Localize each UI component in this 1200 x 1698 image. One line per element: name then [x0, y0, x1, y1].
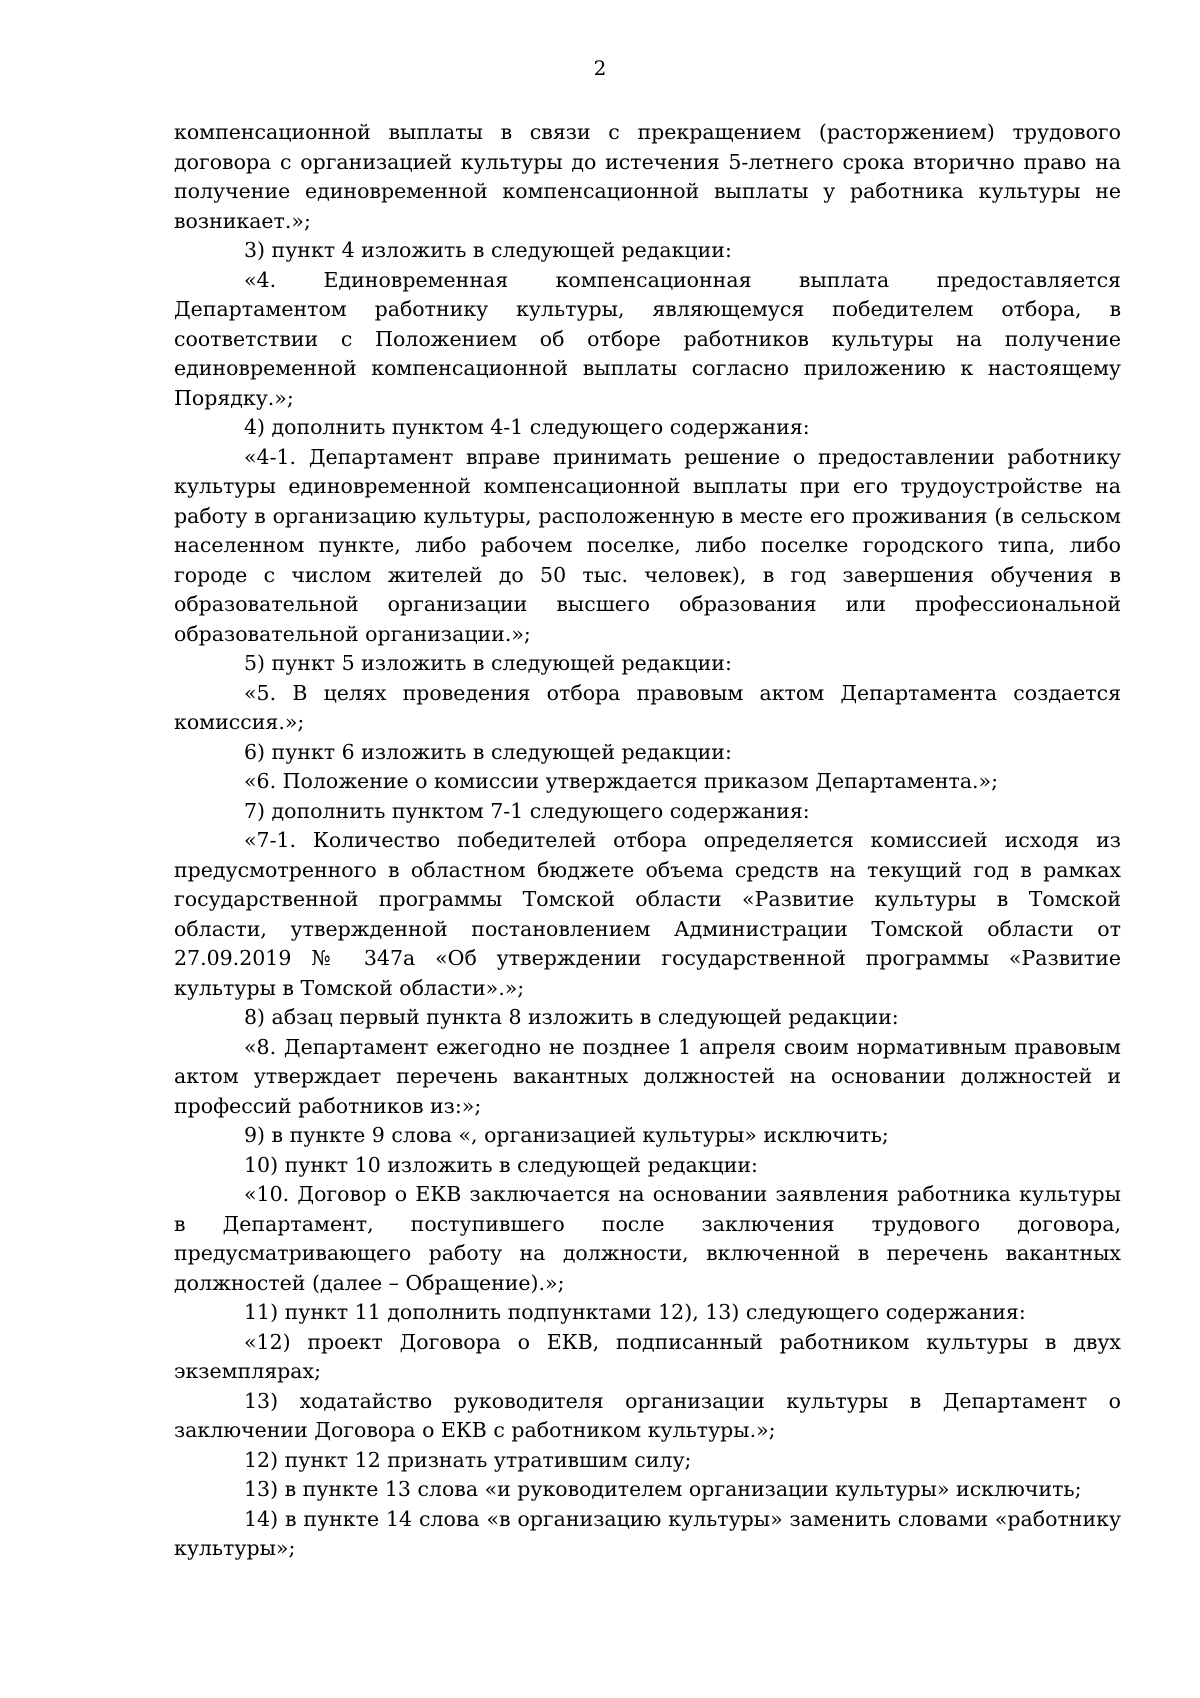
paragraph: 3) пункт 4 изложить в следующей редакции: — [244, 238, 732, 262]
paragraph: «5. В целях проведения отбора правовым актом Департамента создается комиссия.»; — [174, 680, 1121, 734]
paragraph: «8. Департамент ежегодно не позднее 1 апреля своим нормативным правовым актом утверждает перечень вакантных должностей на основании должностей и профессий работников из:»; — [174, 1034, 1121, 1118]
page-number: 2 — [593, 56, 607, 80]
paragraph: «4. Единовременная компенсационная выплата предоставляется Департаментом работнику культуры, являющемуся победителем отбора, в соответствии с Положением об отборе работников культуры на получение единовременной компенсационной выплаты согласно приложению к настоящему Порядку.»; — [174, 267, 1121, 410]
document-body — [174, 118, 1121, 1564]
paragraph: 6) пункт 6 изложить в следующей редакции: — [244, 739, 732, 764]
paragraph: «6. Положение о комиссии утверждается приказом Департамента.»; — [244, 769, 999, 793]
paragraph: 14) в пункте 14 слова «в организацию культуры» заменить словами «работнику культуры»; — [174, 1506, 1121, 1560]
paragraph: 7) дополнить пунктом 7-1 следующего содержания: — [244, 798, 810, 823]
paragraph: 11) пункт 11 дополнить подпунктами 12), 13) следующего содержания: — [244, 1300, 1026, 1324]
paragraph: 12) пункт 12 признать утратившим силу; — [244, 1447, 692, 1472]
paragraph: 5) пункт 5 изложить в следующей редакции: — [244, 651, 732, 675]
paragraph: 8) абзац первый пункта 8 изложить в следующей редакции: — [244, 1005, 899, 1029]
paragraph: «10. Договор о ЕКВ заключается на основании заявления работника культуры в Департамент, поступившего после заключения трудового договора, предусматривающего работу на должности, включенной в перечень вакантных должностей (далее – Обращение).»; — [174, 1182, 1121, 1295]
paragraph: 13) в пункте 13 слова «и руководителем организации культуры» исключить; — [244, 1477, 1082, 1501]
paragraph: 4) дополнить пунктом 4-1 следующего содержания: — [244, 415, 810, 439]
paragraph: 9) в пункте 9 слова «, организацией культуры» исключить; — [244, 1123, 889, 1147]
paragraph: «7-1. Количество победителей отбора определяется комиссией исходя из предусмотренного в областном бюджете объема средств на текущий год в рамках государственной программы Томской области «Развитие культуры в Томской области, утвержденной постановлением Администрации Томской области от 27.09.2019 № 347а «Об утверждении государственной программы «Развитие культуры в Томской области».»; — [174, 828, 1121, 1000]
paragraph: «4-1. Департамент вправе принимать решение о предоставлении работнику культуры единовременной компенсационной выплаты при его трудоустройстве на работу в организацию культуры, расположенную в месте его проживания (в сельском населенном пункте, либо рабочем поселке, либо поселке городского типа, либо городе с числом жителей до 50 тыс. человек), в год завершения обучения в образовательной организации высшего образования или профессиональной образовательной организации.»; — [174, 444, 1121, 646]
paragraph: компенсационной выплаты в связи с прекращением (расторжением) трудового договора с организацией культуры до истечения 5-летнего срока вторично право на получение единовременной компенсационной выплаты у работника культуры не возникает.»; — [174, 120, 1121, 233]
paragraph: 13) ходатайство руководителя организации культуры в Департамент о заключении Договора о ЕКВ с работником культуры.»; — [174, 1388, 1121, 1442]
paragraph: 10) пункт 10 изложить в следующей редакции: — [244, 1152, 758, 1177]
paragraph: «12) проект Договора о ЕКВ, подписанный работником культуры в двух экземплярах; — [174, 1329, 1121, 1383]
